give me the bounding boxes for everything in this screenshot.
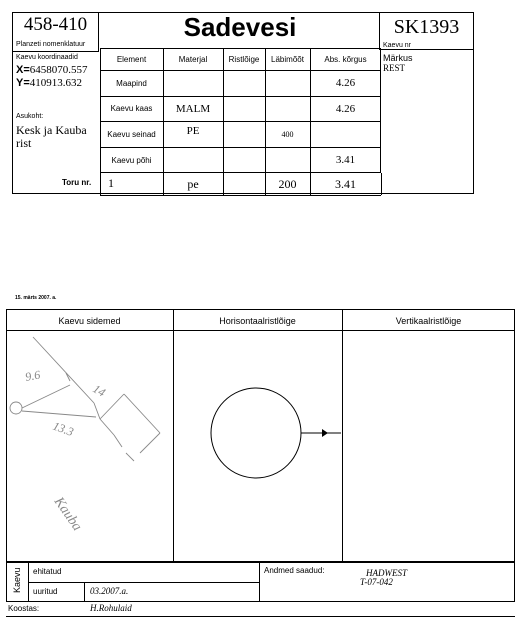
built-label: ehitatud <box>33 567 62 576</box>
col-header-material: Materjal <box>178 54 208 64</box>
coords-label: Kaevu koordinaadid <box>16 54 78 61</box>
row-height: 4.26 <box>335 102 356 115</box>
data-from-ref: T-07-042 <box>360 577 393 587</box>
col-header-element: Element <box>116 54 147 64</box>
date-note: 15. märts 2007. a. <box>15 295 57 301</box>
coord-y-label: Y= <box>16 77 30 89</box>
row-height: 3.41 <box>335 154 356 166</box>
coord-x-label: X= <box>16 64 30 76</box>
nomenclature-value: 458-410 <box>23 14 88 35</box>
row-diameter: 400 <box>281 129 294 139</box>
coord-y-row <box>16 77 82 89</box>
row-element: Kaevu põhi <box>111 155 152 165</box>
sketch-label: 14 <box>90 381 108 400</box>
coord-x-value: 6458070.557 <box>29 64 88 76</box>
col-header-cross: Ristlõige <box>228 54 260 64</box>
well-no-label: Kaevu nr <box>383 42 412 49</box>
coord-y-value: 410913.632 <box>29 77 83 89</box>
pipe-height: 3.41 <box>335 177 356 191</box>
sketch-label: 9.6 <box>24 367 42 384</box>
pipe-no: 1 <box>108 176 114 190</box>
sketch-label: 13.3 <box>50 418 76 440</box>
data-from-label: Andmed saadud: <box>264 566 325 575</box>
data-from-value: HADWEST <box>366 568 407 578</box>
location-label: Asukoht: <box>16 113 44 120</box>
row-element: Kaevu seinad <box>107 129 156 139</box>
surveyed-value: 03.2007.a. <box>90 586 129 596</box>
footer-side-label: Kaevu <box>12 567 22 593</box>
pipe-label: Toru nr. <box>62 178 92 187</box>
col-header-height: Abs. kõrgus <box>324 54 367 64</box>
col2-title: Horisontaalristlõige <box>219 316 296 326</box>
coord-x-row <box>16 64 88 76</box>
pipe-material: pe <box>187 177 199 191</box>
well-no-value: SK1393 <box>393 16 460 38</box>
pipe-diameter: 200 <box>278 177 297 191</box>
connections-sketch <box>6 331 173 562</box>
notes-value: REST <box>383 63 406 73</box>
row-element: Maapind <box>116 78 147 88</box>
col1-title: Kaevu sidemed <box>58 316 121 326</box>
author-row-line <box>6 616 515 617</box>
location-value: Kesk ja Kauba rist <box>16 123 87 150</box>
author-label: Koostas: <box>8 604 40 613</box>
surveyed-label: uuritud <box>33 587 58 596</box>
horizontal-section-sketch <box>174 331 342 562</box>
author-value: H.Rohulaid <box>90 603 132 613</box>
col3-title: Vertikaalristlõige <box>395 316 462 326</box>
sketch-label: Kauba <box>50 494 85 534</box>
row-material: PE <box>186 125 200 137</box>
notes-label: Märkus <box>383 53 413 63</box>
row-height: 4.26 <box>335 77 356 89</box>
col-header-diameter: Läbimõõt <box>271 54 304 64</box>
row-material: MALM <box>175 102 211 115</box>
row-element: Kaevu kaas <box>110 104 153 113</box>
page-title: Sadevesi <box>183 12 297 42</box>
nomenclature-label: Planzeti nomenklatuur <box>16 41 86 48</box>
row-material <box>163 70 223 96</box>
